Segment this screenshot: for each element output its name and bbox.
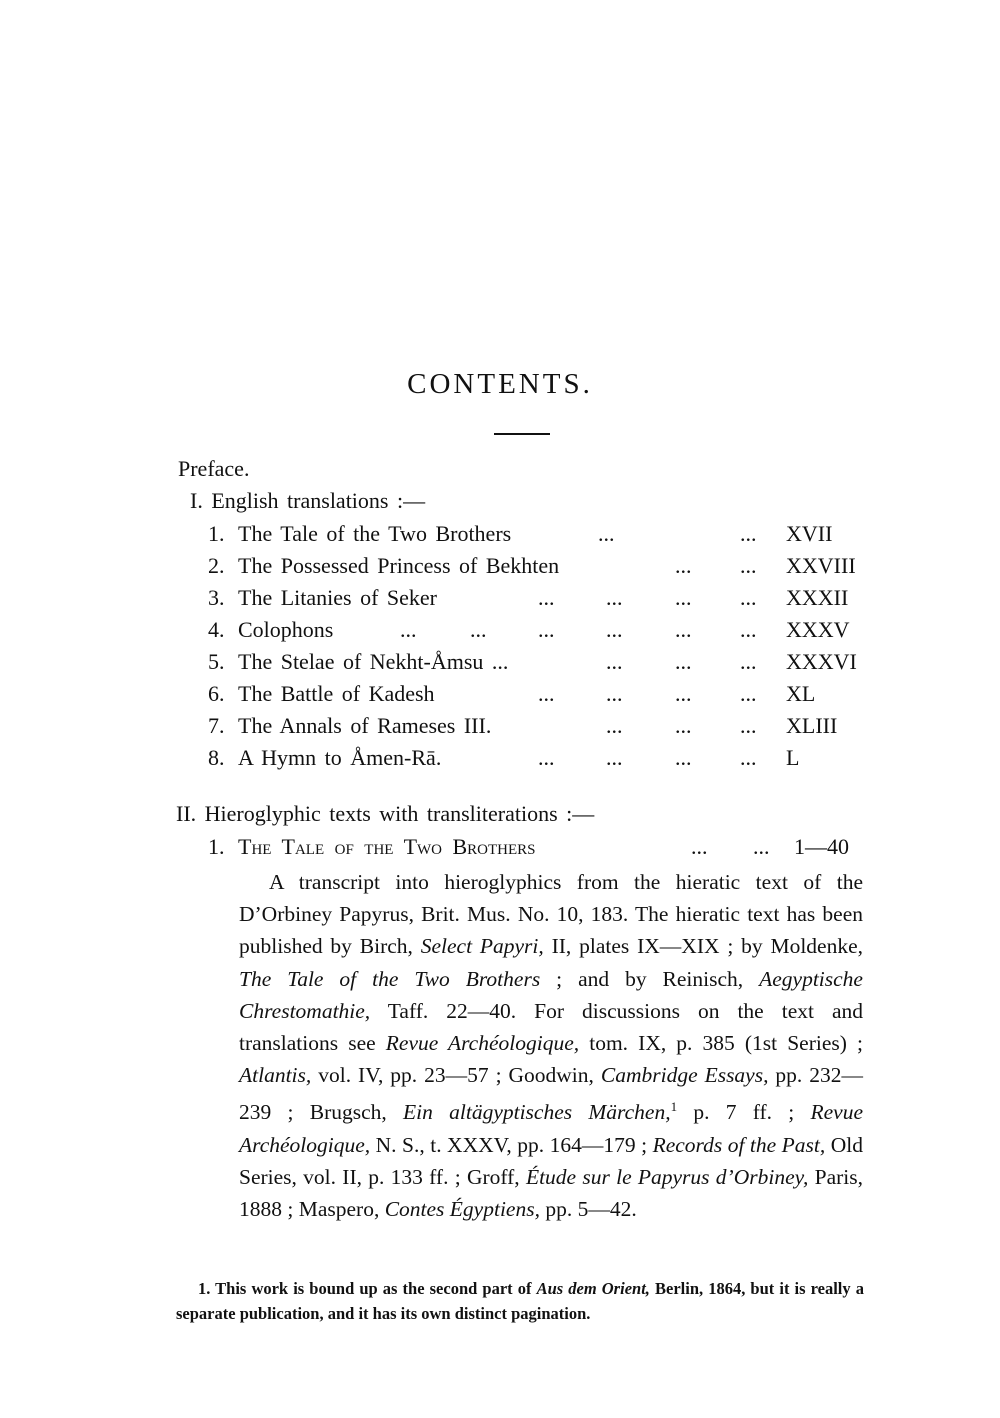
toc-item-number: 4. — [208, 617, 225, 642]
toc-item-label: The Possessed Princess of Bekhten — [238, 553, 560, 578]
toc-leader-dots: ... — [598, 521, 615, 546]
section-1-heading: I. English translations :— — [190, 488, 426, 513]
citation-title: Aegyptische Chrestomathie, — [239, 966, 863, 1023]
text-run: Paris, 1888 ; Maspero, — [239, 1164, 863, 1222]
toc-item-page: XLIII — [786, 713, 838, 738]
toc-item-page: XXXVI — [786, 649, 857, 674]
toc-item-label: The Stelae of Nekht-Åmsu ... — [238, 649, 509, 674]
toc-leader-dots: ... — [538, 681, 555, 706]
toc-leader-dots: ... — [675, 553, 692, 578]
text-run: tom. IX, p. 385 (1st Series) ; — [579, 1031, 863, 1056]
text-run: pp. 232—239 ; Brugsch, — [239, 1063, 864, 1125]
toc-leader-dots: ... — [740, 681, 757, 706]
footnote-number: 1. — [198, 1279, 211, 1298]
section-2-heading: II. Hieroglyphic texts with transliterations :— — [176, 801, 595, 826]
paragraph-text — [239, 866, 863, 1225]
text-run: Berlin, 1864, but it is really a separate publication, and it has its own distinct pagination. — [176, 1279, 864, 1323]
toc-item-label: The Annals of Rameses III. — [238, 713, 492, 738]
toc-item-number: 7. — [208, 713, 225, 738]
page-title: CONTENTS. — [407, 368, 593, 400]
toc-leader-dots: ... — [606, 585, 623, 610]
toc-item-page: XXXII — [786, 585, 849, 610]
toc-item-page: XXXV — [786, 617, 850, 642]
text-run: This work is bound up as the second part of — [210, 1279, 537, 1298]
text-run: Taff. 22—40. For discussions on the text and translations see — [239, 998, 863, 1056]
citation-title: Cambridge Essays, — [600, 1063, 769, 1088]
toc-item-number: 8. — [208, 745, 225, 770]
text-run: pp. 5—42. — [539, 1197, 637, 1222]
citation-title: Aus dem Orient, — [536, 1279, 650, 1298]
toc-leader-dots: ... — [740, 713, 757, 738]
toc-item-page: XVII — [786, 521, 833, 546]
footnote — [176, 1276, 864, 1326]
text-run: vol. IV, pp. 23—57 ; Goodwin, — [311, 1063, 601, 1088]
toc-item-number: 1. — [208, 521, 225, 546]
toc-item-number: 2. — [208, 553, 225, 578]
toc-leader-dots: ... — [538, 745, 555, 770]
toc-leader-dots: ... — [740, 553, 757, 578]
toc-leader-dots: ... — [740, 617, 757, 642]
toc-leader-dots: ... — [606, 617, 623, 642]
text-run: Old Series, vol. II, p. 133 ff. ; Groff, — [239, 1132, 864, 1189]
citation-title: Revue Archéologique, — [385, 1031, 580, 1056]
citation-title: Contes Égyptiens, — [384, 1197, 540, 1222]
toc-leader-dots: ... — [691, 834, 708, 859]
toc-leader-dots: ... — [675, 681, 692, 706]
toc-leader-dots: ... — [740, 745, 757, 770]
toc-leader-dots: ... — [470, 617, 487, 642]
toc-leader-dots: ... — [740, 649, 757, 674]
toc-leader-dots: ... — [740, 585, 757, 610]
toc-item-label: The Litanies of Seker — [238, 585, 437, 610]
toc-item-label: Colophons — [238, 617, 334, 642]
toc-leader-dots: ... — [675, 745, 692, 770]
toc-leader-dots: ... — [606, 649, 623, 674]
toc-item-page: XXVIII — [786, 553, 856, 578]
toc-leader-dots: ... — [400, 617, 417, 642]
toc-item-label: The Tale of the Two Brothers — [238, 521, 512, 546]
toc-item-number: 6. — [208, 681, 225, 706]
toc-item-number: 5. — [208, 649, 225, 674]
toc-leader-dots: ... — [606, 681, 623, 706]
toc-item-number: 1. — [208, 834, 225, 859]
description-paragraph — [239, 866, 863, 1225]
citation-title: Revue Archéologique, — [239, 1100, 863, 1157]
toc-leader-dots: ... — [675, 649, 692, 674]
preface-entry: Preface. — [178, 456, 250, 481]
toc-item-label: The Tale of the Two Brothers — [238, 834, 536, 859]
footnote-marker: 1 — [670, 1099, 678, 1115]
toc-leader-dots: ... — [675, 713, 692, 738]
toc-leader-dots: ... — [538, 585, 555, 610]
text-run: A transcript into hieroglyphics from the hieratic text of the D’Orbiney Papyrus, Brit. Mus. No. 10, 183. The hieratic text has been published by Birch, — [239, 870, 863, 959]
toc-item-page: XL — [786, 681, 816, 706]
text-run: ; and by Reinisch, — [540, 966, 760, 991]
citation-title: Records of the Past, — [652, 1132, 826, 1157]
citation-title: Étude sur le Papyrus d’Orbiney, — [525, 1164, 809, 1189]
text-run: N. S., t. XXXV, pp. 164—179 ; — [370, 1132, 653, 1157]
toc-item-page: 1—40 — [794, 834, 849, 859]
citation-title: Atlantis, — [239, 1063, 312, 1088]
toc-leader-dots: ... — [606, 745, 623, 770]
toc-item-page: L — [786, 745, 800, 770]
text-run: p. 7 ff. ; — [677, 1100, 811, 1125]
toc-leader-dots: ... — [753, 834, 770, 859]
citation-title: Ein altägyptisches Märchen, — [403, 1100, 671, 1125]
toc-item-label: The Battle of Kadesh — [238, 681, 435, 706]
text-run: II, plates IX—XIX ; by Moldenke, — [543, 934, 863, 959]
citation-title: The Tale of the Two Brothers — [239, 966, 541, 991]
toc-leader-dots: ... — [675, 585, 692, 610]
toc-leader-dots: ... — [538, 617, 555, 642]
title-rule — [494, 433, 550, 435]
toc-leader-dots: ... — [675, 617, 692, 642]
citation-title: Select Papyri, — [420, 934, 544, 959]
toc-leader-dots: ... — [740, 521, 757, 546]
toc-item-label: A Hymn to Åmen-Rā. — [238, 745, 442, 770]
toc-leader-dots: ... — [606, 713, 623, 738]
toc-item-number: 3. — [208, 585, 225, 610]
